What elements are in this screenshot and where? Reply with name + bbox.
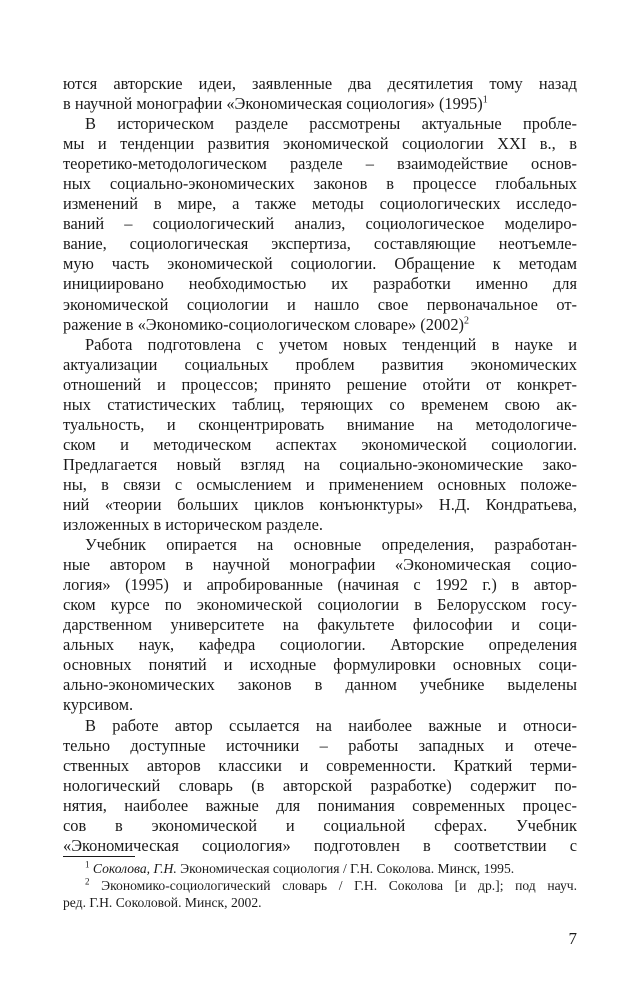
text-line-content: в научной монографии «Экономическая социология» (1995) [63, 94, 483, 114]
page-number: 7 [568, 929, 577, 948]
paragraph-start: В работе автор ссылается на наиболее важные и относи- [85, 715, 577, 735]
text-line: мую часть экономической социологии. Обращение к методам [63, 254, 577, 274]
text-line: курсивом. [63, 695, 134, 715]
footnote-2-continuation: ред. Г.Н. Соколовой. Минск, 2002. [63, 895, 262, 910]
text-line: туальность, и сконцентрировать внимание на методологиче- [63, 414, 577, 434]
text-line-content: ражение в «Экономико-социологическом словаре» (2002) [63, 314, 464, 334]
text-line: альных наук, кафедра социологии. Авторские определения [63, 635, 577, 655]
text-line: Предлагается новый взгляд на социально-экономические зако- [63, 454, 577, 474]
text-line: изменений в мире, а также методы социологических исследо- [63, 194, 577, 214]
text-line: ском и методическом аспектах экономической социологии. [63, 434, 577, 454]
footnote-ref-1[interactable]: 1 [482, 94, 488, 106]
text-line: логия» (1995) и апробированные (начиная с 1992 г.) в автор- [63, 575, 577, 595]
text-line: нологический словарь (в авторской разработке) содержит по- [63, 775, 577, 795]
text-line: ные автором в научной монографии «Экономическая социо- [63, 555, 577, 575]
paragraph-start: Учебник опирается на основные определения, разработан- [85, 535, 577, 555]
text-line: дарственном университете на факультете философии и соци- [63, 615, 577, 635]
text-line: теоретико-методологическом разделе – взаимодействие основ- [63, 154, 577, 174]
text-line: экономической социологии и нашло свое первоначальное от- [63, 294, 577, 314]
text-line: нятия, наиболее важные для понимания современных процес- [63, 795, 577, 815]
footnote-2-text: Экономико-социологический словарь / Г.Н. Соколова [и др.]; под науч. [101, 878, 577, 893]
text-line: ваний – социологический анализ, социологическое моделиро- [63, 214, 577, 234]
text-line: ных статистических таблиц, теряющих со временем свою ак- [63, 394, 577, 414]
text-line: сов в экономической и социальной сферах. Учебник [63, 815, 577, 835]
text-line: ально-экономических законов в данном учебнике выделены [63, 675, 577, 695]
text-line: ний «теории больших циклов конъюнктуры» Н.Д. Кондратьева, [63, 494, 577, 514]
footnotes [63, 860, 577, 911]
footnote-1-author: Соколова, Г.Н. [92, 861, 177, 876]
footnote-divider [63, 856, 135, 857]
text-line: изложенных в историческом разделе. [63, 515, 323, 535]
text-line: отношений и процессов; принято решение отойти от конкрет- [63, 374, 577, 394]
text-line: вание, социологическая экспертиза, составляющие неотъемле- [63, 234, 577, 254]
text-line: инициировано необходимостью их разработки именно для [63, 274, 577, 294]
paragraph-start: В историческом разделе рассмотрены актуальные пробле- [85, 114, 577, 134]
text-line: ются авторские идеи, заявленные два десятилетия тому назад [63, 74, 577, 93]
text-line: тельно доступные источники – работы западных и отече- [63, 735, 577, 755]
footnote-1-marker: 1 [85, 860, 90, 870]
text-line: ском курсе по экономической социологии в Белорусском госу- [63, 595, 577, 615]
text-line: ных социально-экономических законов в процессе глобальных [63, 174, 577, 194]
text-line: мы и тенденции развития экономической социологии XXI в., в [63, 134, 577, 154]
text-line: ны, в связи с осмыслением и применением основных положе- [63, 474, 577, 494]
footnote-ref-2[interactable]: 2 [463, 315, 469, 327]
text-line: актуализации социальных проблем развития экономических [63, 354, 577, 374]
footnote-1-text: Экономическая социология / Г.Н. Соколова. Минск, 1995. [176, 861, 515, 876]
text-line: ственных авторов классики и современности. Краткий терми- [63, 755, 577, 775]
main-text [63, 74, 577, 856]
paragraph-start: Работа подготовлена с учетом новых тенденций в науке и [85, 334, 577, 354]
text-line: основных понятий и исходные формулировки основных соци- [63, 655, 577, 675]
footnote-2 [63, 877, 577, 894]
text-line: «Экономическая социология» подготовлен в соответствии с [63, 835, 577, 855]
footnote-2-marker: 2 [85, 877, 90, 887]
footnote-1 [63, 860, 577, 877]
text-line [63, 315, 577, 335]
text-line [63, 94, 577, 114]
